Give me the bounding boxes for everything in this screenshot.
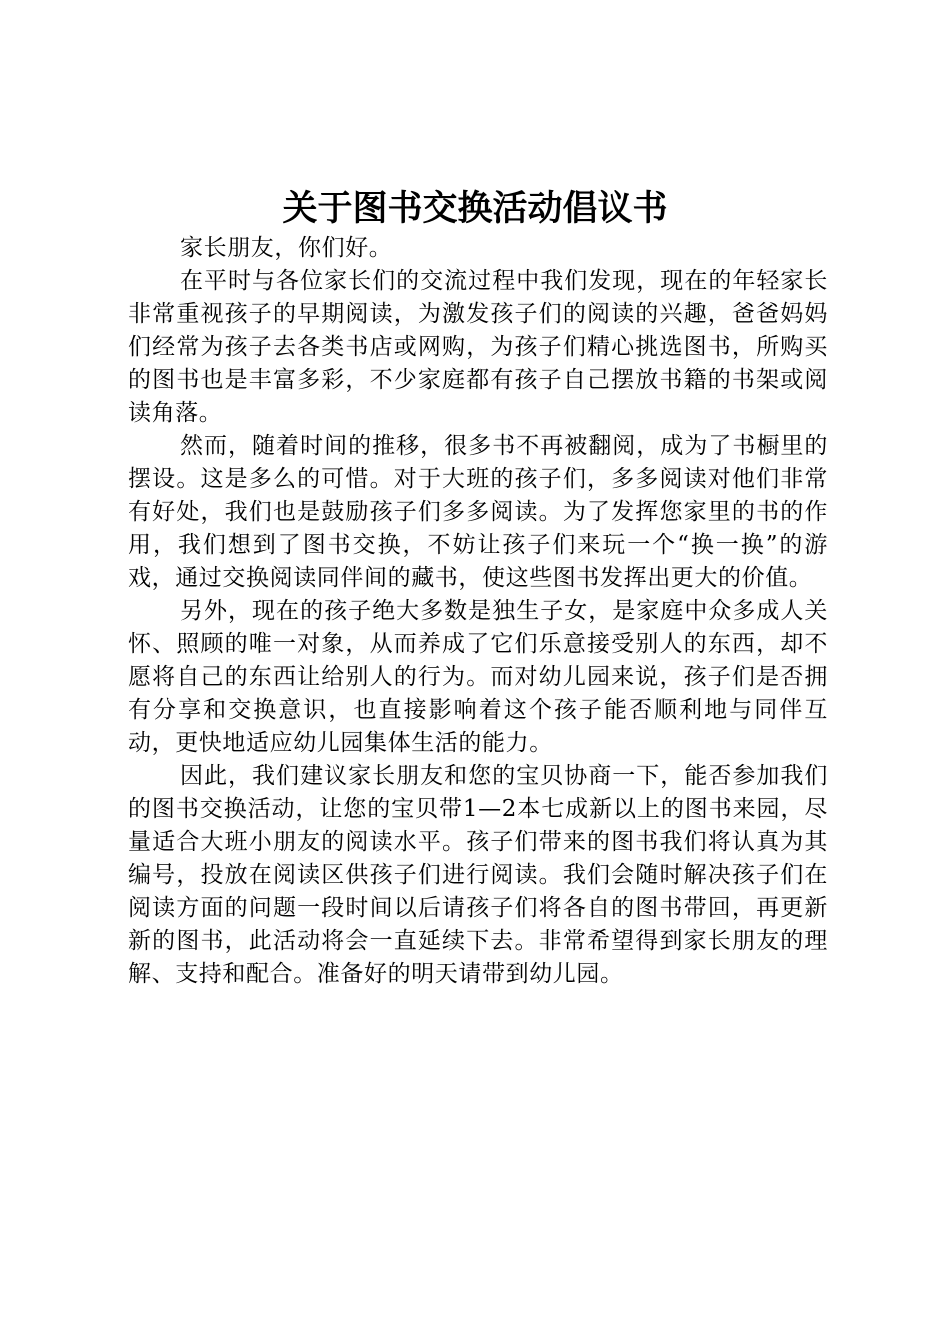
greeting-paragraph: 家长朋友，你们好。	[180, 235, 393, 261]
body-paragraph: 另外，现在的孩子绝大多数是独生子女，是家庭中众多成人关怀、照顾的唯一对象，从而养成了它们乐意接受别人的东西，却不愿将自己的东西让给别人的行为。而对幼儿园来说，孩子们是否拥有分享和交换意识，也直接影响着这个孩子能否顺利地与同伴互动，更快地适应幼儿园集体生活的能力。	[128, 598, 828, 756]
document-title: 关于图书交换活动倡议书	[282, 188, 668, 229]
document-body	[128, 232, 828, 991]
body-paragraph: 在平时与各位家长们的交流过程中我们发现，现在的年轻家长非常重视孩子的早期阅读，为激发孩子们的阅读的兴趣，爸爸妈妈们经常为孩子去各类书店或网购，为孩子们精心挑选图书，所购买的图书也是丰富多彩，不少家庭都有孩子自己摆放书籍的书架或阅读角落。	[128, 268, 828, 426]
body-paragraph: 然而，随着时间的推移，很多书不再被翻阅，成为了书橱里的摆设。这是多么的可惜。对于大班的孩子们，多多阅读对他们非常有好处，我们也是鼓励孩子们多多阅读。为了发挥您家里的书的作用，我们想到了图书交换，不妨让孩子们来玩一个“换一换”的游戏，通过交换阅读同伴间的藏书，使这些图书发挥出更大的价值。	[128, 433, 828, 591]
body-paragraph: 因此，我们建议家长朋友和您的宝贝协商一下，能否参加我们的图书交换活动，让您的宝贝带1—2本七成新以上的图书来园，尽量适合大班小朋友的阅读水平。孩子们带来的图书我们将认真为其编号，投放在阅读区供孩子们进行阅读。我们会随时解决孩子们在阅读方面的问题一段时间以后请孩子们将各自的图书带回，再更新新的图书，此活动将会一直延续下去。非常希望得到家长朋友的理解、支持和配合。准备好的明天请带到幼儿园。	[128, 763, 828, 987]
